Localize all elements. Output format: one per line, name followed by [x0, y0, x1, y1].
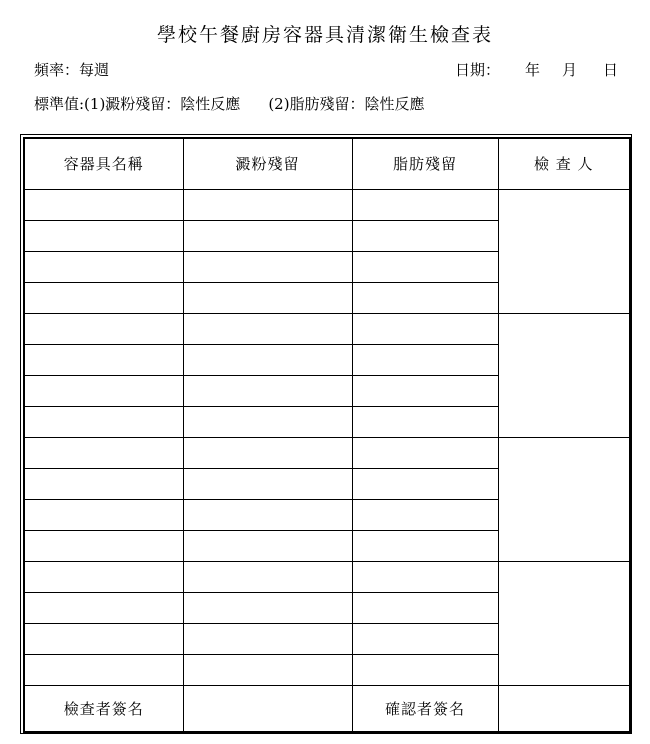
inspector-cell[interactable] [498, 313, 630, 437]
name-cell[interactable] [24, 499, 183, 530]
table-row [24, 437, 630, 468]
starch-cell[interactable] [183, 189, 352, 220]
fat-cell[interactable] [352, 313, 498, 344]
fat-cell[interactable] [352, 282, 498, 313]
fat-cell[interactable] [352, 189, 498, 220]
starch-cell[interactable] [183, 313, 352, 344]
table-row [24, 561, 630, 592]
name-cell[interactable] [24, 282, 183, 313]
starch-cell[interactable] [183, 530, 352, 561]
starch-cell[interactable] [183, 654, 352, 685]
starch-cell[interactable] [183, 623, 352, 654]
header-container-name: 容器具名稱 [24, 138, 183, 189]
header-inspector: 檢 查 人 [498, 138, 630, 189]
name-cell[interactable] [24, 654, 183, 685]
fat-cell[interactable] [352, 468, 498, 499]
inspector-cell[interactable] [498, 437, 630, 561]
standard-values [34, 94, 425, 114]
form-title: 學校午餐廚房容器具清潔衛生檢查表 [156, 24, 493, 46]
inspector-cell[interactable] [498, 189, 630, 313]
table-row [24, 313, 630, 344]
inspector-signature-field[interactable] [183, 685, 352, 732]
date-label: 日期： [455, 61, 501, 79]
name-cell[interactable] [24, 437, 183, 468]
inspector-signature-label: 檢查者簽名 [24, 685, 183, 732]
fat-cell[interactable] [352, 406, 498, 437]
fat-cell[interactable] [352, 592, 498, 623]
starch-cell[interactable] [183, 406, 352, 437]
name-cell[interactable] [24, 220, 183, 251]
fat-cell[interactable] [352, 530, 498, 561]
fat-cell[interactable] [352, 561, 498, 592]
name-cell[interactable] [24, 530, 183, 561]
fat-cell[interactable] [352, 251, 498, 282]
header-starch-residue: 澱粉殘留 [183, 138, 352, 189]
name-cell[interactable] [24, 375, 183, 406]
starch-cell[interactable] [183, 344, 352, 375]
name-cell[interactable] [24, 251, 183, 282]
date-month-label: 月 [562, 61, 578, 79]
inspection-table [23, 137, 631, 733]
starch-cell[interactable] [183, 468, 352, 499]
confirmer-signature-field[interactable] [498, 685, 630, 732]
confirmer-signature-label: 確認者簽名 [352, 685, 498, 732]
name-cell[interactable] [24, 561, 183, 592]
starch-cell[interactable] [183, 375, 352, 406]
fat-cell[interactable] [352, 220, 498, 251]
fat-cell[interactable] [352, 654, 498, 685]
date-day-label: 日 [603, 61, 619, 79]
starch-cell[interactable] [183, 437, 352, 468]
signature-row [24, 685, 630, 732]
starch-cell[interactable] [183, 561, 352, 592]
starch-cell[interactable] [183, 220, 352, 251]
starch-cell[interactable] [183, 592, 352, 623]
date-year-label: 年 [525, 61, 541, 79]
fat-cell[interactable] [352, 437, 498, 468]
table-header-row [24, 138, 630, 189]
standard-fat: (2)脂肪殘留：陰性反應 [268, 95, 425, 113]
inspector-cell[interactable] [498, 561, 630, 685]
standard-starch: 標準值:(1)澱粉殘留：陰性反應 [34, 95, 241, 113]
fat-cell[interactable] [352, 344, 498, 375]
name-cell[interactable] [24, 623, 183, 654]
fat-cell[interactable] [352, 375, 498, 406]
name-cell[interactable] [24, 189, 183, 220]
starch-cell[interactable] [183, 282, 352, 313]
name-cell[interactable] [24, 344, 183, 375]
name-cell[interactable] [24, 592, 183, 623]
table-row [24, 189, 630, 220]
starch-cell[interactable] [183, 499, 352, 530]
starch-cell[interactable] [183, 251, 352, 282]
fat-cell[interactable] [352, 623, 498, 654]
name-cell[interactable] [24, 313, 183, 344]
name-cell[interactable] [24, 468, 183, 499]
header-fat-residue: 脂肪殘留 [352, 138, 498, 189]
frequency-label: 頻率：每週 [34, 61, 110, 79]
name-cell[interactable] [24, 406, 183, 437]
fat-cell[interactable] [352, 499, 498, 530]
